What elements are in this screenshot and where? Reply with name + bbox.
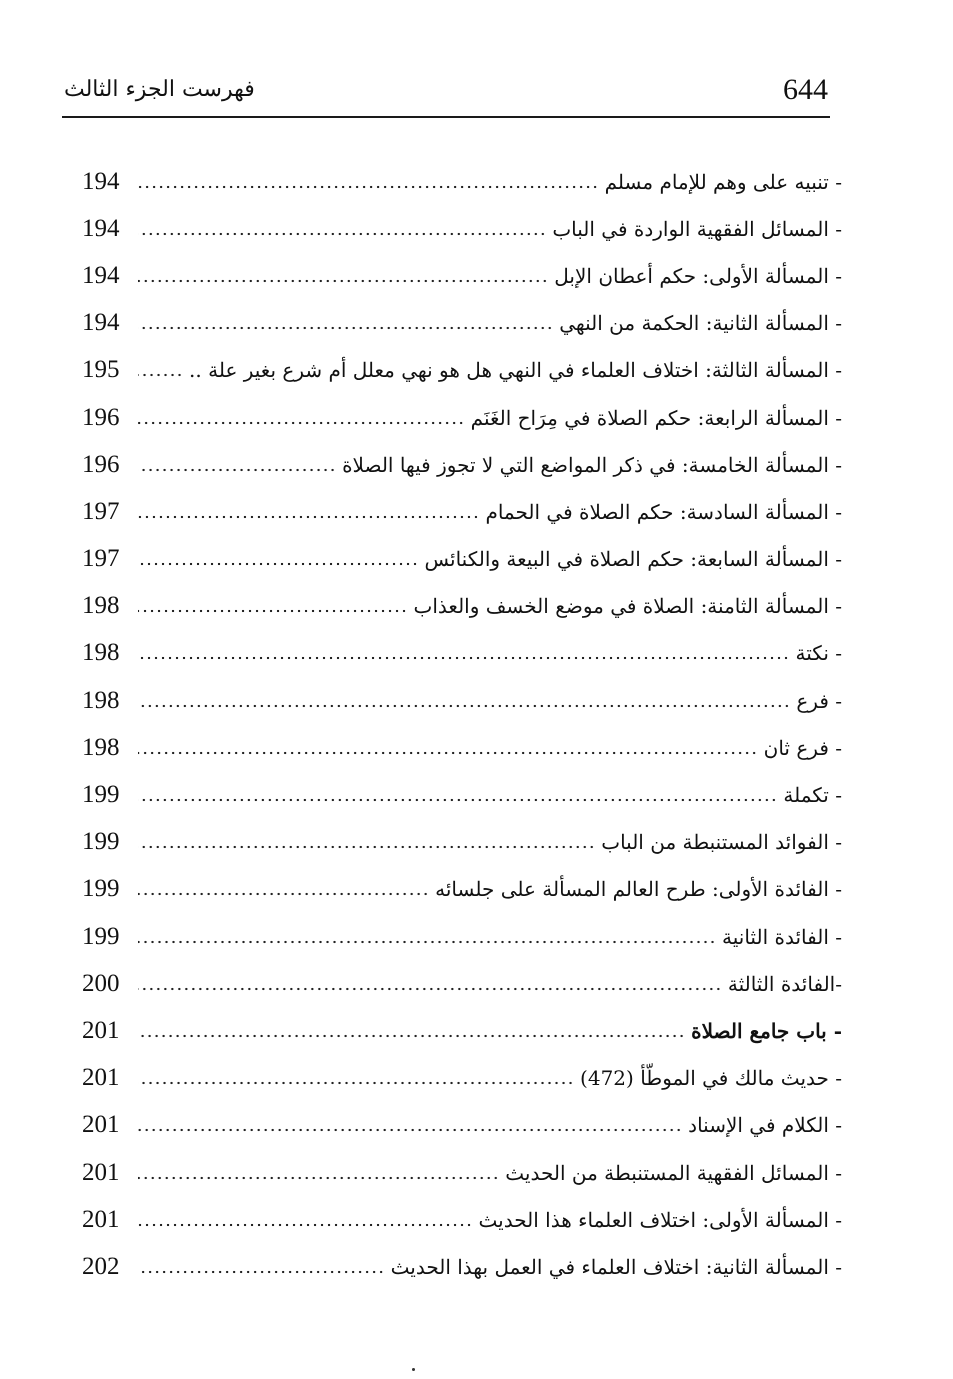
toc-entry-title: -الفائدة الثالثة xyxy=(727,971,842,996)
dot-leader xyxy=(138,798,777,802)
toc-entry-page: 201 xyxy=(82,1016,120,1044)
toc-entry-page: 195 xyxy=(82,356,120,384)
toc-entry xyxy=(82,394,842,441)
toc-entry-page: 199 xyxy=(82,875,120,903)
toc-entry-title: - المسائل الفقهية الواردة في الباب xyxy=(552,216,842,241)
toc-entry xyxy=(82,583,842,630)
dot-leader xyxy=(138,845,595,849)
toc-entry xyxy=(82,1243,842,1290)
toc-entry-title: - حديث مالك في الموطّأ (472) xyxy=(580,1066,842,1091)
toc-entry-page: 194 xyxy=(82,167,120,195)
toc-entry-page: 197 xyxy=(82,497,120,525)
toc-entry-page: 198 xyxy=(82,686,120,714)
toc-entry-page: 201 xyxy=(82,1205,120,1233)
toc-entry-page: 201 xyxy=(82,1111,120,1139)
toc-entry-page: 194 xyxy=(82,309,120,337)
toc-entry xyxy=(82,960,842,1007)
dot-leader xyxy=(138,892,429,896)
toc-entry-page: 201 xyxy=(82,1158,120,1186)
page-number: 644 xyxy=(783,73,828,106)
dot-leader xyxy=(138,1081,574,1085)
toc-entry-page: 196 xyxy=(82,403,120,431)
dot-leader xyxy=(138,515,479,519)
toc-entry-title: - تكملة xyxy=(783,783,842,808)
dot-leader xyxy=(138,1223,473,1227)
toc-entry-page: 194 xyxy=(82,261,120,289)
dot-leader xyxy=(138,704,790,708)
toc-entry-title: - الفائدة الأولى: طرح العالم المسألة على جلسائه xyxy=(435,877,842,902)
toc-entry-title: - الكلام في الإسناد xyxy=(688,1113,842,1138)
toc-entry-page: 198 xyxy=(82,592,120,620)
toc-entry xyxy=(82,866,842,913)
table-of-contents xyxy=(82,158,842,1291)
dot-leader xyxy=(138,421,465,425)
toc-entry xyxy=(82,819,842,866)
toc-entry xyxy=(82,205,842,252)
toc-entry-page: 199 xyxy=(82,828,120,856)
dot-leader xyxy=(138,1270,385,1274)
toc-entry-title: - الفوائد المستنبطة من الباب xyxy=(601,830,842,855)
toc-entry xyxy=(82,630,842,677)
toc-entry-title: - المسألة الثانية: الحكمة من النهي xyxy=(559,311,842,336)
toc-entry-title: - الفائدة الثانية xyxy=(722,924,842,949)
dot-leader xyxy=(138,987,722,991)
toc-entry-title: - المسائل الفقهية المستنبطة من الحديث xyxy=(505,1160,842,1185)
toc-entry-title: - المسألة السادسة: حكم الصلاة في الحمام xyxy=(485,499,842,524)
toc-entry xyxy=(82,771,842,818)
toc-entry-page: 196 xyxy=(82,450,120,478)
toc-entry-title: - باب جامع الصلاة xyxy=(691,1018,842,1043)
toc-entry xyxy=(82,913,842,960)
toc-entry xyxy=(82,536,842,583)
dot-leader xyxy=(138,279,548,283)
toc-entry xyxy=(82,158,842,205)
toc-entry-title: - فرع xyxy=(796,688,842,713)
toc-entry-title: - المسألة الأولى: اختلاف العلماء هذا الحديث xyxy=(478,1207,842,1232)
toc-entry-title: - المسألة الثانية: اختلاف العلماء في العمل بهذا الحديث xyxy=(390,1254,842,1279)
dot-leader xyxy=(138,1034,685,1038)
toc-entry xyxy=(82,1007,842,1054)
toc-entry-title: - المسألة الثامنة: الصلاة في موضع الخسف والعذاب xyxy=(413,594,842,619)
toc-entry-title: - المسألة الخامسة: في ذكر المواضع التي لا تجوز فيها الصلاة xyxy=(342,452,842,477)
toc-entry xyxy=(82,724,842,771)
toc-entry-page: 200 xyxy=(82,969,120,997)
toc-entry-page: 199 xyxy=(82,781,120,809)
toc-entry xyxy=(82,677,842,724)
print-speck xyxy=(412,1368,415,1371)
toc-entry xyxy=(82,347,842,394)
page-header xyxy=(62,66,830,118)
toc-entry xyxy=(82,1055,842,1102)
toc-entry-page: 202 xyxy=(82,1252,120,1280)
dot-leader xyxy=(138,1128,682,1132)
toc-entry-page: 198 xyxy=(82,733,120,761)
toc-entry-title: - المسألة الرابعة: حكم الصلاة في مِرَاح الغَنَم xyxy=(470,405,842,430)
dot-leader xyxy=(138,609,408,613)
toc-entry-title: - نكتة xyxy=(795,641,842,666)
toc-entry-page: 194 xyxy=(82,214,120,242)
dot-leader xyxy=(138,468,336,472)
toc-entry-title: - المسألة الثالثة: اختلاف العلماء في النهي هل هو نهي معلل أم شرع بغير علة .. xyxy=(189,358,842,383)
toc-entry xyxy=(82,1196,842,1243)
toc-entry-title: - فرع ثان xyxy=(763,735,842,760)
dot-leader xyxy=(138,940,716,944)
dot-leader xyxy=(138,1176,499,1180)
toc-entry xyxy=(82,252,842,299)
dot-leader xyxy=(138,232,546,236)
toc-entry xyxy=(82,441,842,488)
toc-entry-title: - المسألة الأولى: حكم أعطان الإبل xyxy=(554,263,842,288)
toc-entry-page: 201 xyxy=(82,1064,120,1092)
running-title: فهرست الجزء الثالث xyxy=(64,77,255,102)
toc-entry-page: 197 xyxy=(82,545,120,573)
toc-entry-title: - تنبيه على وهم للإمام مسلم xyxy=(604,169,842,194)
toc-entry xyxy=(82,488,842,535)
dot-leader xyxy=(138,373,183,377)
toc-entry-page: 198 xyxy=(82,639,120,667)
toc-entry-title: - المسألة السابعة: حكم الصلاة في البيعة والكنائس xyxy=(424,547,842,572)
toc-entry-page: 199 xyxy=(82,922,120,950)
dot-leader xyxy=(138,562,419,566)
dot-leader xyxy=(138,326,553,330)
toc-entry xyxy=(82,1149,842,1196)
dot-leader xyxy=(138,656,790,660)
dot-leader xyxy=(138,751,758,755)
toc-entry xyxy=(82,1102,842,1149)
dot-leader xyxy=(138,185,599,189)
toc-entry xyxy=(82,300,842,347)
